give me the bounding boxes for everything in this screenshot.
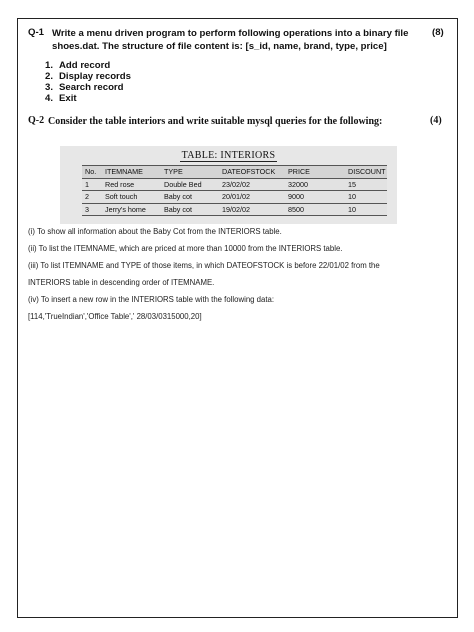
cell-dateofstock: 19/02/02 (219, 203, 285, 216)
cell-itemname: Jerry's home (102, 203, 161, 216)
q2-marks: (4) (430, 115, 442, 126)
table-title: TABLE: INTERIORS (181, 150, 276, 161)
cell-discount: 10 (345, 203, 387, 216)
q2-part-iv-data: [114,'TrueIndian','Office Table',' 28/03/0315000,20] (28, 312, 202, 321)
q2-text: Consider the table interiors and write suitable mysql queries for the following: (48, 116, 383, 127)
cell-no: 1 (82, 178, 102, 191)
q1-menu-list (45, 60, 131, 104)
q1-text (52, 27, 432, 53)
table-header-row (82, 166, 387, 179)
menu-item-exit: 4. Exit (45, 93, 77, 104)
q1-text-line2: shoes.dat. The structure of file content is: [s_id, name, brand, type, price] (52, 41, 387, 52)
table-row (82, 178, 387, 191)
cell-itemname: Soft touch (102, 191, 161, 204)
cell-discount: 15 (345, 178, 387, 191)
table-row (82, 191, 387, 204)
cell-discount: 10 (345, 191, 387, 204)
q1-text-line1: Write a menu driven program to perform following operations into a binary file (52, 28, 409, 39)
cell-price: 9000 (285, 191, 345, 204)
q1-number: Q-1 (28, 27, 44, 38)
menu-item-display-records: 2. Display records (45, 71, 131, 82)
q2-number: Q-2 (28, 115, 45, 126)
menu-item-add-record: 1. Add record (45, 60, 111, 71)
menu-item-search-record: 3. Search record (45, 82, 124, 93)
q2-part-iii-cont: INTERIORS table in descending order of ITEMNAME. (28, 278, 215, 287)
cell-price: 8500 (285, 203, 345, 216)
q2-part-ii: (ii) To list the ITEMNAME, which are priced at more than 10000 from the INTERIORS table. (28, 244, 343, 253)
cell-type: Baby cot (161, 191, 219, 204)
interiors-table (82, 165, 387, 216)
question-paper (17, 18, 458, 618)
cell-type: Double Bed (161, 178, 219, 191)
cell-dateofstock: 20/01/02 (219, 191, 285, 204)
cell-price: 32000 (285, 178, 345, 191)
q2-part-iii: (iii) To list ITEMNAME and TYPE of those items, in which DATEOFSTOCK is before 22/01/02 from the (28, 261, 380, 270)
header-no: No. (82, 166, 102, 179)
header-itemname: ITEMNAME (102, 166, 161, 179)
cell-no: 2 (82, 191, 102, 204)
header-price: PRICE (285, 166, 345, 179)
header-dateofstock: DATEOFSTOCK (219, 166, 285, 179)
header-discount: DISCOUNT (345, 166, 387, 179)
cell-no: 3 (82, 203, 102, 216)
cell-itemname: Red rose (102, 178, 161, 191)
q1-marks: (8) (432, 27, 444, 38)
q2-part-i: (i) To show all information about the Baby Cot from the INTERIORS table. (28, 227, 282, 236)
table-row (82, 203, 387, 216)
cell-type: Baby cot (161, 203, 219, 216)
interiors-table-image (60, 146, 397, 224)
q2-part-iv: (iv) To insert a new row in the INTERIORS table with the following data: (28, 295, 274, 304)
cell-dateofstock: 23/02/02 (219, 178, 285, 191)
header-type: TYPE (161, 166, 219, 179)
